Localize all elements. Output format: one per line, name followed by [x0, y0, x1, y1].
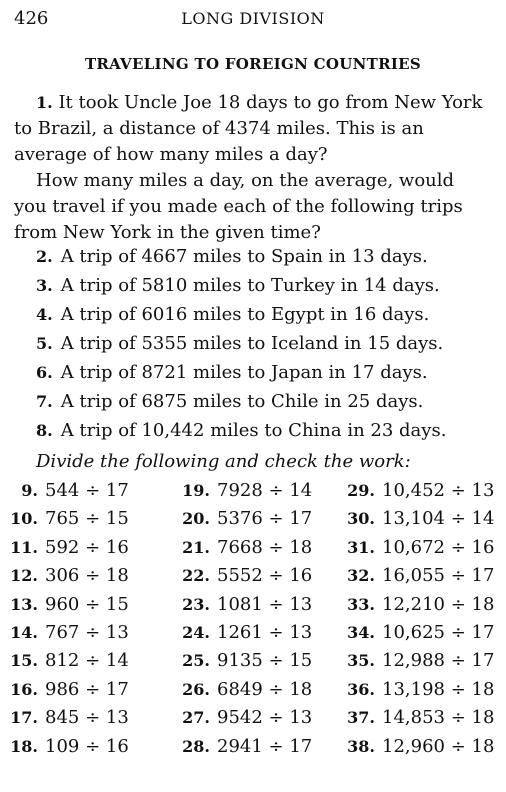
exercise-item: [172, 619, 332, 647]
section-title: TRAVELING TO FOREIGN COUNTRIES: [84, 55, 422, 73]
problem-number: 8.: [36, 421, 53, 440]
problem-text: A trip of 8721 miles to Japan in 17 days.: [60, 362, 428, 383]
exercise-number: 33.: [347, 594, 375, 614]
exercise-item: [10, 733, 170, 761]
exercise-number: 18.: [10, 736, 38, 756]
trip-problem: [36, 358, 496, 387]
problem-number: 2.: [36, 247, 53, 266]
exercise-column: [172, 477, 332, 761]
exercise-item: [10, 477, 170, 505]
exercise-item: [172, 534, 332, 562]
exercise-number: 21.: [182, 537, 210, 557]
exercise-item: [172, 647, 332, 675]
division-expression: 14,853 ÷ 18: [382, 707, 495, 729]
division-expression: 10,625 ÷ 17: [382, 621, 495, 643]
problem-text: A trip of 6016 miles to Egypt in 16 days.: [60, 304, 430, 325]
division-expression: 13,104 ÷ 14: [382, 508, 495, 530]
division-expression: 109 ÷ 16: [45, 735, 129, 757]
exercise-item: [172, 562, 332, 590]
exercise-number: 13.: [10, 594, 38, 614]
exercise-item: [172, 704, 332, 732]
exercise-item: [10, 505, 170, 533]
exercise-column: [337, 477, 502, 761]
exercise-item: [337, 619, 502, 647]
exercise-item: [172, 591, 332, 619]
problem-1: [14, 90, 492, 168]
problem-text: A trip of 5355 miles to Iceland in 15 days.: [60, 333, 444, 354]
exercise-item: [10, 591, 170, 619]
exercise-number: 17.: [10, 708, 38, 728]
division-expression: 10,672 ÷ 16: [382, 536, 495, 558]
division-expression: 12,210 ÷ 18: [382, 593, 495, 615]
exercise-column: [10, 477, 170, 761]
division-expression: 7928 ÷ 14: [217, 480, 313, 501]
problem-number: 5.: [36, 334, 53, 353]
exercise-item: [10, 619, 170, 647]
division-expression: 1081 ÷ 13: [217, 593, 313, 615]
division-expression: 592 ÷ 16: [45, 536, 129, 558]
exercise-number: 36.: [347, 679, 375, 699]
division-expression: 2941 ÷ 17: [217, 735, 313, 757]
exercise-number: 29.: [347, 481, 375, 500]
exercise-item: [10, 676, 170, 704]
exercise-number: 34.: [347, 622, 375, 642]
trip-list: [36, 242, 496, 445]
exercise-number: 35.: [347, 651, 375, 671]
division-expression: 7668 ÷ 18: [217, 536, 313, 558]
exercise-number: 23.: [182, 594, 210, 614]
division-expression: 845 ÷ 13: [45, 707, 129, 729]
division-expression: 12,988 ÷ 17: [382, 650, 495, 672]
exercise-item: [10, 562, 170, 590]
exercise-item: [337, 676, 502, 704]
division-expression: 9542 ÷ 13: [217, 707, 313, 729]
division-expression: 13,198 ÷ 18: [382, 678, 495, 700]
exercise-number: 20.: [182, 509, 210, 529]
trip-problem: [36, 416, 496, 445]
division-expression: 306 ÷ 18: [45, 565, 129, 587]
follow-up-question: How many miles a day, on the average, would you travel if you made each of the following trips from New York in the given time?: [14, 170, 463, 243]
exercise-item: [337, 704, 502, 732]
page-header: [14, 8, 492, 34]
exercise-item: [172, 676, 332, 704]
running-head: LONG DIVISION: [181, 9, 325, 28]
exercise-number: 32.: [347, 566, 375, 586]
problem-text: A trip of 10,442 miles to China in 23 days.: [60, 420, 447, 441]
problem-number: 4.: [36, 305, 53, 324]
division-expression: 5552 ÷ 16: [217, 565, 313, 587]
division-expression: 5376 ÷ 17: [217, 508, 313, 530]
exercise-number: 30.: [347, 509, 375, 529]
exercise-item: [337, 505, 502, 533]
exercise-item: [172, 733, 332, 761]
exercise-item: [172, 477, 332, 505]
exercise-item: [337, 562, 502, 590]
exercise-item: [10, 647, 170, 675]
division-expression: 9135 ÷ 15: [217, 650, 313, 672]
problem-number: 7.: [36, 392, 53, 411]
trip-problem: [36, 387, 496, 416]
division-expression: 544 ÷ 17: [45, 480, 129, 501]
division-expression: 767 ÷ 13: [45, 621, 129, 643]
exercise-number: 28.: [182, 736, 210, 756]
problem-text: It took Uncle Joe 18 days to go from New York to Brazil, a distance of 4374 miles. This is an average of how many miles a day?: [14, 92, 483, 165]
division-expression: 765 ÷ 15: [45, 508, 129, 530]
exercise-item: [337, 733, 502, 761]
exercise-number: 14.: [10, 622, 38, 642]
division-expression: 1261 ÷ 13: [217, 621, 313, 643]
division-expression: 960 ÷ 15: [45, 593, 129, 615]
problem-text: A trip of 6875 miles to Chile in 25 days.: [60, 391, 424, 412]
exercise-item: [337, 534, 502, 562]
trip-problem: [36, 329, 496, 358]
problem-number: 6.: [36, 363, 53, 382]
exercise-number: 12.: [10, 566, 38, 586]
trip-problem: [36, 242, 496, 271]
exercise-number: 16.: [10, 679, 38, 699]
exercise-number: 19.: [182, 481, 210, 500]
exercise-number: 27.: [182, 708, 210, 728]
exercise-number: 15.: [10, 651, 38, 671]
division-expression: 12,960 ÷ 18: [382, 735, 495, 757]
division-expression: 6849 ÷ 18: [217, 678, 313, 700]
division-expression: 812 ÷ 14: [45, 650, 129, 672]
exercise-number: 10.: [10, 509, 38, 529]
exercise-number: 31.: [347, 537, 375, 557]
exercise-item: [10, 534, 170, 562]
problem-text: A trip of 5810 miles to Turkey in 14 days.: [60, 275, 440, 296]
exercise-number: 25.: [182, 651, 210, 671]
problem-text: A trip of 4667 miles to Spain in 13 days.: [60, 246, 428, 267]
division-expression: 10,452 ÷ 13: [382, 480, 495, 501]
exercise-item: [337, 647, 502, 675]
exercise-item: [337, 477, 502, 505]
problem-number: 3.: [36, 276, 53, 295]
exercise-number: 24.: [182, 622, 210, 642]
exercise-item: [172, 505, 332, 533]
exercise-item: [10, 704, 170, 732]
directions: Divide the following and check the work:: [36, 451, 411, 472]
trip-problem: [36, 271, 496, 300]
exercise-number: 9.: [21, 481, 38, 500]
exercise-number: 37.: [347, 708, 375, 728]
problem-number: 1.: [36, 93, 53, 112]
division-expression: 16,055 ÷ 17: [382, 565, 495, 587]
exercise-number: 38.: [347, 736, 375, 756]
exercise-item: [337, 591, 502, 619]
division-expression: 986 ÷ 17: [45, 678, 129, 700]
exercise-number: 26.: [182, 679, 210, 699]
page-number: 426: [14, 8, 49, 29]
exercise-number: 22.: [182, 566, 210, 586]
exercise-number: 11.: [10, 537, 38, 557]
trip-problem: [36, 300, 496, 329]
